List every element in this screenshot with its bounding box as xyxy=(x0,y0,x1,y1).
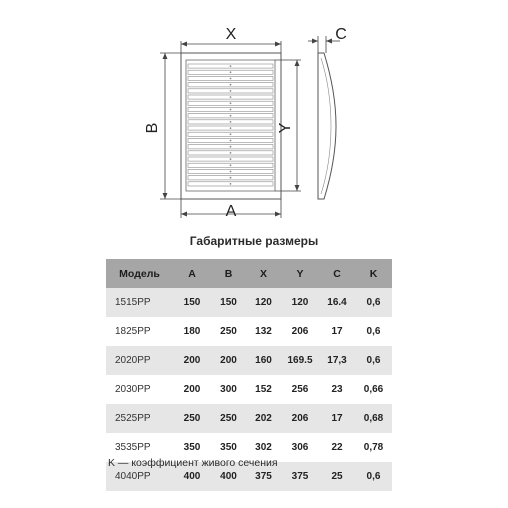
cell-a: 250 xyxy=(173,404,211,433)
cell-a: 200 xyxy=(173,375,211,404)
louver-rivet xyxy=(230,183,232,185)
k-coefficient-note: K — коэффициент живого сечения xyxy=(108,457,278,469)
cell-y: 375 xyxy=(281,462,319,491)
grille-louvers xyxy=(188,64,273,186)
cell-k: 0,78 xyxy=(355,433,392,462)
cell-c: 23 xyxy=(319,375,355,404)
cell-k: 0,6 xyxy=(355,317,392,346)
louver-rivet xyxy=(230,115,232,117)
table-row xyxy=(106,346,392,375)
cell-b: 200 xyxy=(211,346,246,375)
louver-rivet xyxy=(230,65,232,67)
table-row xyxy=(106,404,392,433)
cell-k: 0,6 xyxy=(355,346,392,375)
cell-x: 160 xyxy=(246,346,281,375)
louver-rivet xyxy=(230,109,232,111)
louver-rivet xyxy=(230,78,232,80)
label-y: Y xyxy=(277,122,294,134)
header-c: C xyxy=(319,259,355,288)
label-b: B xyxy=(144,122,161,134)
dimension-b xyxy=(160,53,181,199)
cell-a: 150 xyxy=(173,288,211,317)
cell-a: 180 xyxy=(173,317,211,346)
cell-k: 0,66 xyxy=(355,375,392,404)
louver-rivet xyxy=(230,177,232,179)
label-c: C xyxy=(335,26,347,43)
cell-y: 206 xyxy=(281,404,319,433)
label-x: X xyxy=(225,26,237,43)
header-a: A xyxy=(173,259,211,288)
cell-model: 3535PP xyxy=(106,433,173,462)
cell-model: 1515PP xyxy=(106,288,173,317)
cell-b: 300 xyxy=(211,375,246,404)
label-a: A xyxy=(225,203,237,220)
cell-k: 0,6 xyxy=(355,288,392,317)
cell-k: 0,68 xyxy=(355,404,392,433)
table-row xyxy=(106,375,392,404)
cell-x: 120 xyxy=(246,288,281,317)
technical-drawing xyxy=(0,0,508,232)
table-row xyxy=(106,317,392,346)
cell-model: 4040PP xyxy=(106,462,173,491)
cell-c: 17 xyxy=(319,317,355,346)
louver-rivet xyxy=(230,146,232,148)
cell-model: 2020PP xyxy=(106,346,173,375)
cell-c: 17 xyxy=(319,404,355,433)
louver-rivet xyxy=(230,171,232,173)
cell-model: 2030PP xyxy=(106,375,173,404)
cell-x: 152 xyxy=(246,375,281,404)
cell-y: 256 xyxy=(281,375,319,404)
louver-rivet xyxy=(230,152,232,154)
header-y: Y xyxy=(281,259,319,288)
cell-y: 169.5 xyxy=(281,346,319,375)
cell-x: 202 xyxy=(246,404,281,433)
header-model: Модель xyxy=(106,259,173,288)
side-view xyxy=(318,53,336,199)
header-x: X xyxy=(246,259,281,288)
cell-b: 150 xyxy=(211,288,246,317)
cell-b: 350 xyxy=(211,433,246,462)
cell-x: 302 xyxy=(246,433,281,462)
louver-rivet xyxy=(230,90,232,92)
cell-y: 306 xyxy=(281,433,319,462)
cell-y: 206 xyxy=(281,317,319,346)
cell-c: 16.4 xyxy=(319,288,355,317)
cell-c: 22 xyxy=(319,433,355,462)
table-row xyxy=(106,288,392,317)
cell-x: 375 xyxy=(246,462,281,491)
cell-c: 17,3 xyxy=(319,346,355,375)
table-title: Габаритные размеры xyxy=(189,234,319,248)
cell-a: 400 xyxy=(173,462,211,491)
cell-b: 400 xyxy=(211,462,246,491)
cell-b: 250 xyxy=(211,404,246,433)
louver-rivet xyxy=(230,133,232,135)
louver-rivet xyxy=(230,158,232,160)
cell-y: 120 xyxy=(281,288,319,317)
louver-rivet xyxy=(230,164,232,166)
cell-b: 250 xyxy=(211,317,246,346)
louver-rivet xyxy=(230,102,232,104)
cell-x: 132 xyxy=(246,317,281,346)
cell-model: 1825PP xyxy=(106,317,173,346)
cell-a: 350 xyxy=(173,433,211,462)
louver-rivet xyxy=(230,121,232,123)
header-k: K xyxy=(355,259,392,288)
cell-c: 25 xyxy=(319,462,355,491)
cell-k: 0,6 xyxy=(355,462,392,491)
louver-rivet xyxy=(230,140,232,142)
louver-rivet xyxy=(230,84,232,86)
louver-rivet xyxy=(230,127,232,129)
table-header-row xyxy=(106,259,392,288)
cell-model: 2525PP xyxy=(106,404,173,433)
louver-rivet xyxy=(230,71,232,73)
louver-rivet xyxy=(230,96,232,98)
cell-a: 200 xyxy=(173,346,211,375)
header-b: B xyxy=(211,259,246,288)
